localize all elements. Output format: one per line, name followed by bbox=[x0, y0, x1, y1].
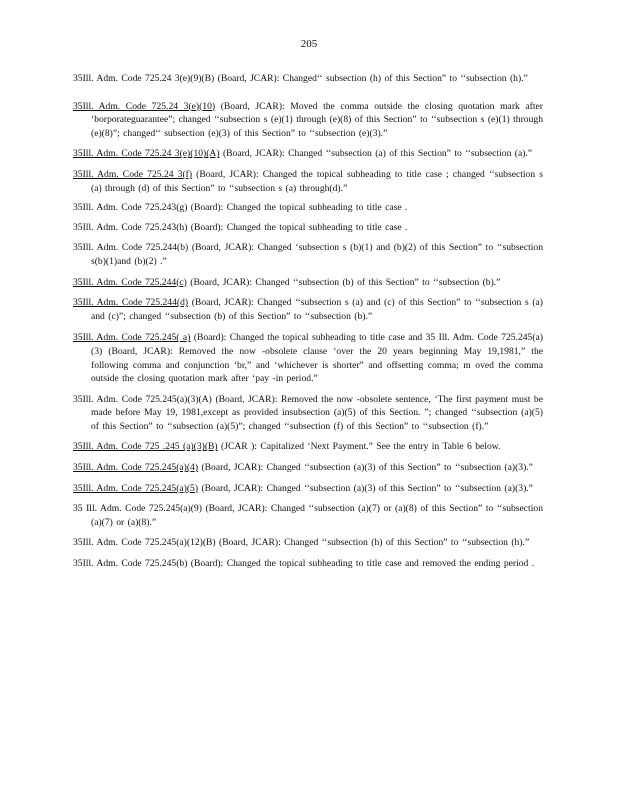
amendment-entry bbox=[73, 502, 543, 529]
code-citation: 35Ill. Adm. Code 725.245(a)(4) bbox=[73, 462, 199, 474]
amendment-description: (Board, JCAR): Changed ‘‘subsection (h) of this Section” to ‘‘subsection (h).” bbox=[215, 537, 530, 549]
code-citation: 35Ill. Adm. Code 725.243(h) bbox=[73, 221, 188, 233]
amendment-description: (Board): Changed the topical subheading to title case and 35 Ill. Adm. Code 725.245(a)(3) (Board, JCAR): Removed the now -obsolete clause ‘over the 20 years beginning May 19,1981,” the following comma and conjunction ‘br,” and ‘whichever is shorter” and offsetting comma; m oved the comma outside the closing quotation mark after ‘pay -in period.” bbox=[91, 332, 543, 385]
code-citation: 35Ill. Adm. Code 725.245( a) bbox=[73, 332, 191, 344]
code-citation: 35Ill. Adm. Code 725.245(a)(12)(B) bbox=[73, 537, 216, 549]
amendment-entry bbox=[73, 440, 543, 454]
amendment-description: (Board, JCAR): Changed ‘‘subsection (a)(7) or (a)(8) of this Section” to ‘‘subsection (a)(7) or (a)(8).” bbox=[91, 503, 543, 528]
code-citation: 35Ill. Adm. Code 725.244(c) bbox=[73, 276, 187, 288]
amendment-list bbox=[73, 72, 543, 571]
code-citation: 35Ill. Adm. Code 725.245(a)(3)(A) bbox=[73, 393, 212, 405]
code-citation: 35Ill. Adm. Code 725.245(a)(5) bbox=[73, 482, 199, 494]
code-citation: 35 Ill. Adm. Code 725.245(a)(9) bbox=[73, 503, 202, 515]
code-citation: 35Ill. Adm. Code 725 .245 (a)(3)(B) bbox=[73, 441, 218, 453]
amendment-entry bbox=[73, 201, 543, 215]
amendment-description: (Board, JCAR): Changed the topical subheading to title case ; changed ‘‘subsection s (a) through (d) of this Section” to ‘‘subsection s (a) through(d).” bbox=[91, 168, 543, 194]
amendment-description: (Board, JCAR): Changed ‘‘subsection s (a) and (c) of this Section” to ‘‘subsection s (a) and (c)”; changed ‘‘subsection (b) of this Section” to ‘‘subsection (b).” bbox=[91, 297, 543, 322]
amendment-description: (Board): Changed the topical subheading to title case and removed the ending period . bbox=[187, 558, 535, 570]
amendment-entry bbox=[73, 221, 543, 235]
amendment-description: (Board, JCAR): Changed ‘‘subsection (a) of this Section” to ‘‘subsection (a).” bbox=[219, 148, 533, 160]
code-citation: 35Ill. Adm. Code 725.24 3(e)(9)(B) bbox=[73, 73, 215, 84]
code-citation: 35Ill. Adm. Code 725.243(g) bbox=[73, 202, 188, 214]
amendment-entry bbox=[73, 147, 543, 161]
amendment-entry bbox=[73, 393, 543, 434]
amendment-description: (Board, JCAR): Changed ‘‘subsection (a)(3) of this Section” to ‘‘subsection (a)(3).” bbox=[198, 482, 533, 494]
amendment-entry bbox=[73, 72, 543, 86]
amendment-description: (Board): Changed the topical subheading to title case . bbox=[187, 202, 408, 214]
code-citation: 35Ill. Adm. Code 725.24 3(e)(10) bbox=[73, 100, 216, 112]
amendment-entry bbox=[73, 100, 543, 141]
amendment-description: (Board): Changed the topical subheading to title case . bbox=[187, 221, 408, 233]
amendment-entry bbox=[73, 168, 543, 195]
code-citation: 35Ill. Adm. Code 725.244(d) bbox=[73, 297, 189, 309]
amendment-entry bbox=[73, 296, 543, 323]
amendment-entry bbox=[73, 557, 543, 571]
amendment-entry bbox=[73, 241, 543, 268]
code-citation: 35Ill. Adm. Code 725.244(b) bbox=[73, 242, 189, 254]
amendment-entry bbox=[73, 536, 543, 550]
code-citation: 35Ill. Adm. Code 725.245(b) bbox=[73, 558, 188, 570]
amendment-description: (JCAR ): Capitalized ‘Next Payment.” See the entry in Table 6 below. bbox=[217, 441, 501, 453]
amendment-description: (Board, JCAR): Removed the now -obsolete sentence, ‘The first payment must be made before May 19, 1981,except as provided insubsection (a)(5) of this Section. ”; changed ‘‘subsection (a)(5) of this Section” to ‘‘subsection (a)(5)”; changed ‘‘subsection (f) of this Section” to ‘‘subsection (f).” bbox=[91, 393, 543, 432]
amendment-description: (Board, JCAR): Changed ‘‘subsection (b) of this Section” to ‘‘subsection (b).” bbox=[186, 276, 501, 288]
amendment-entry bbox=[73, 331, 543, 385]
amendment-description: (Board, JCAR): Changed ‘‘subsection (a)(3) of this Section” to ‘‘subsection (a)(3).” bbox=[198, 462, 533, 474]
amendment-entry bbox=[73, 276, 543, 290]
amendment-description: (Board, JCAR): Changed ‘subsection s (b)(1) and (b)(2) of this Section” to ‘‘subsection s(b)(1)and (b)(2) .” bbox=[91, 242, 543, 267]
amendment-entry bbox=[73, 482, 543, 496]
page-number: 205 bbox=[300, 38, 318, 50]
amendment-entry bbox=[73, 461, 543, 475]
code-citation: 35Ill. Adm. Code 725.24 3(f) bbox=[73, 168, 193, 180]
amendment-description: (Board, JCAR): Changed‘‘ subsection (h) of this Section” to ‘‘subsection (h).” bbox=[214, 73, 528, 84]
amendment-description: (Board, JCAR): Moved the comma outside the closing quotation mark after ‘borporateguarantee”; changed ‘‘subsection s (e)(1) through (e)(8) of this Section” to ‘‘subsection s (e)(1) through (e)(8)”; changed‘‘ subsection (e)(3) of this Section” to ‘‘subsection (e)(3).” bbox=[91, 100, 543, 139]
code-citation: 35Ill. Adm. Code 725.24 3(e)(10)(A) bbox=[73, 148, 220, 160]
